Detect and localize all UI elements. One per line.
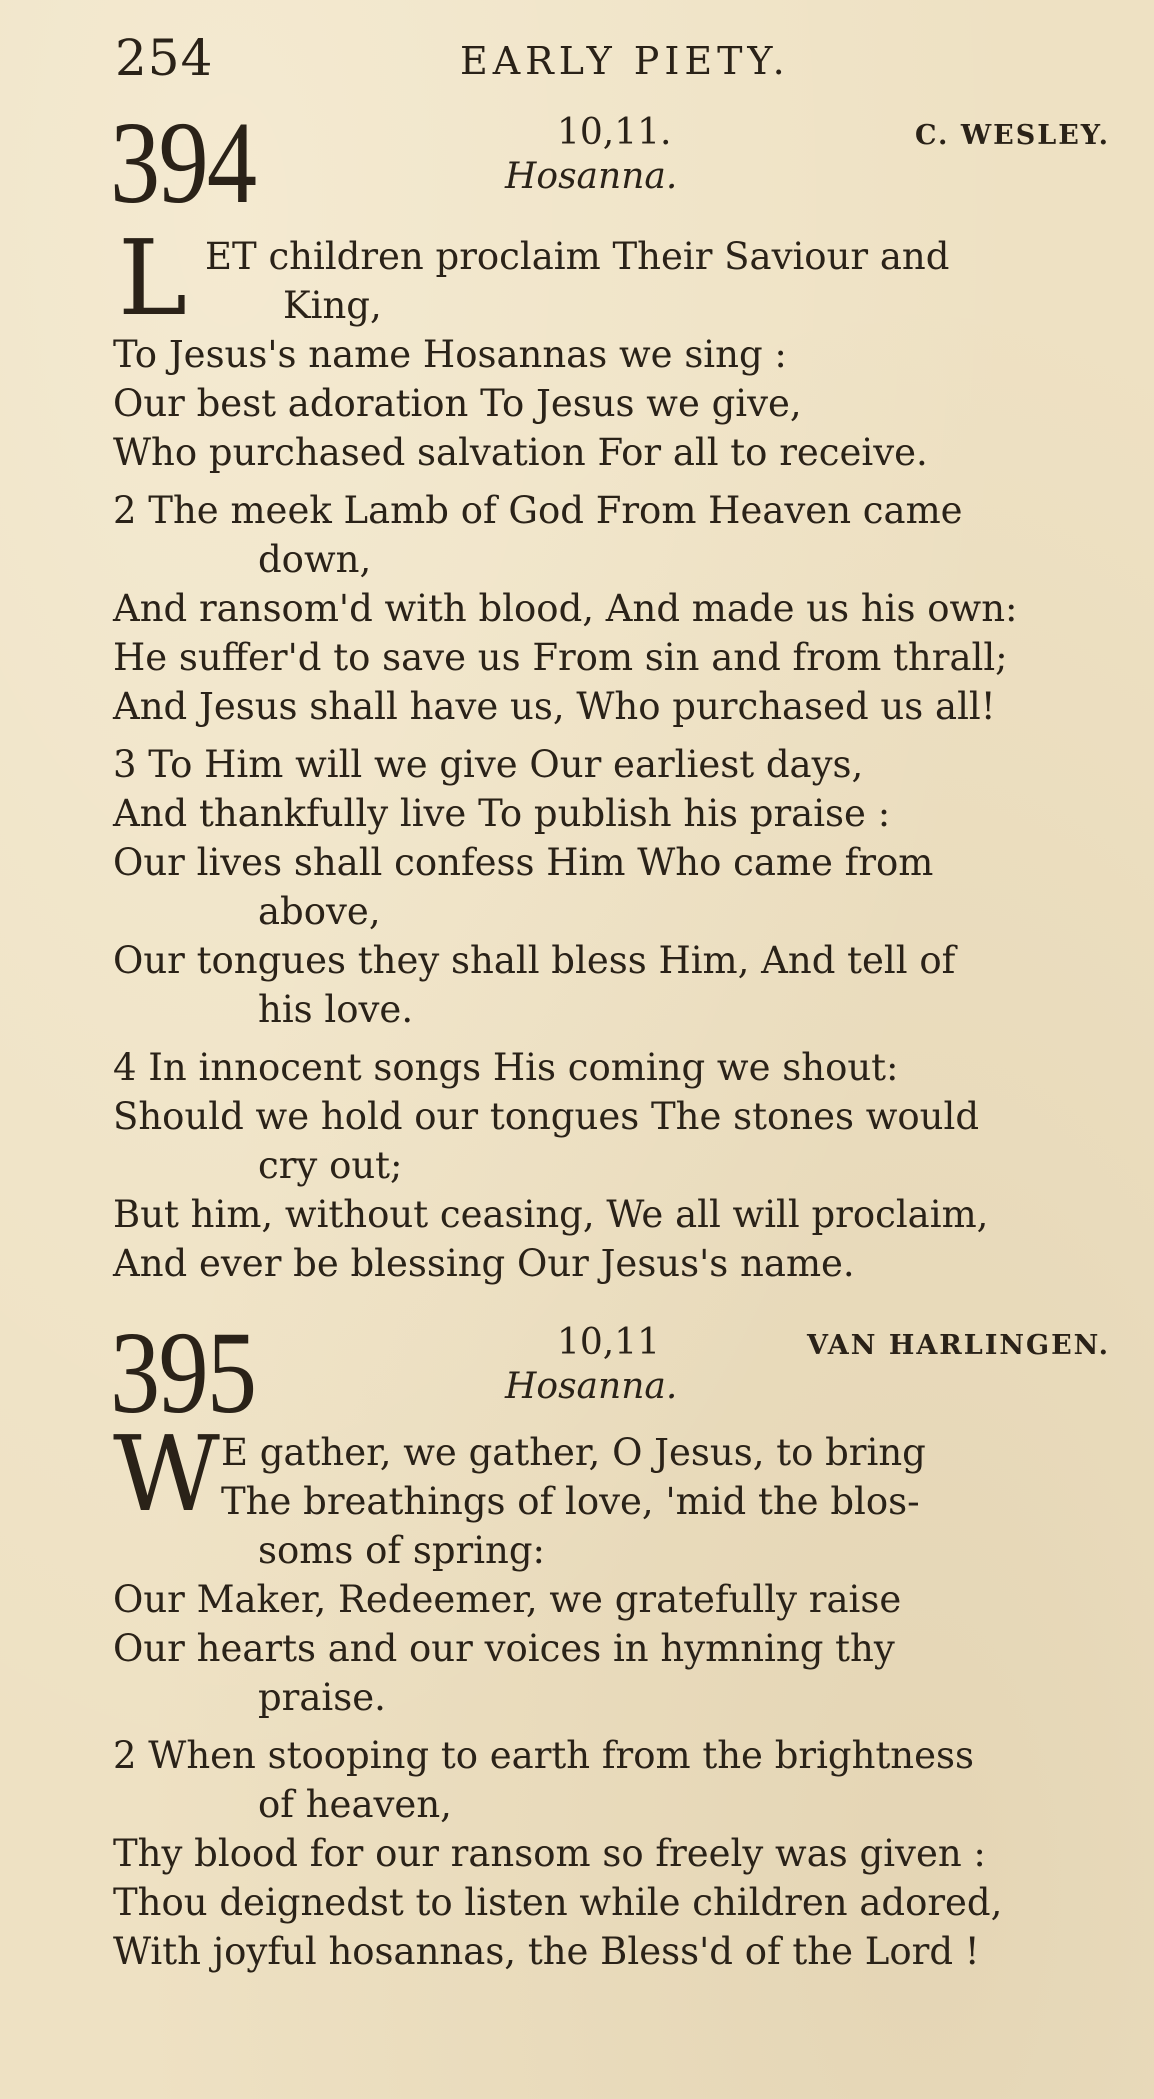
verse-line: And ever be blessing Our Jesus's name. [113, 1242, 855, 1285]
verse-line: He suffer'd to save us From sin and from thrall; [113, 636, 1008, 679]
hymn-meter: 10,11. [557, 112, 672, 153]
verse-line: Our Maker, Redeemer, we gratefully raise [113, 1578, 902, 1621]
hymn-395-text [113, 1413, 1103, 1976]
drop-cap: L [118, 217, 188, 339]
verse-line-continuation: soms of spring: [258, 1529, 546, 1572]
verse-line: To Jesus's name Hosannas we sing : [113, 333, 787, 376]
running-title: EARLY PIETY. [460, 39, 790, 83]
page-number: 254 [115, 29, 214, 87]
verse-line-continuation: cry out; [258, 1144, 403, 1187]
verse-line-continuation: above, [258, 890, 381, 933]
verse-line-continuation: his love. [258, 988, 414, 1031]
verse-line: 2 When stooping to earth from the brightness [113, 1734, 975, 1777]
hymn-number: 395 [110, 1307, 256, 1438]
verse-line: Our tongues they shall bless Him, And tell of [113, 939, 956, 982]
hymn-meter: 10,11 [557, 1322, 661, 1363]
verse-line: Our hearts and our voices in hymning thy [113, 1627, 895, 1670]
verse-line: 2 The meek Lamb of God From Heaven came [113, 489, 963, 532]
verse-line: Thou deignedst to listen while children adored, [113, 1881, 1003, 1924]
hymn-394-text [113, 217, 1103, 1288]
verse-line: ET children proclaim Their Saviour and [205, 235, 950, 278]
verse-line: And ransom'd with blood, And made us his own: [113, 587, 1018, 630]
verse-line: And thankfully live To publish his praise : [113, 792, 891, 835]
verse-line: Our lives shall confess Him Who came from [113, 841, 934, 884]
hymn-number: 394 [110, 97, 256, 228]
verse-line: Who purchased salvation For all to receive. [113, 431, 928, 474]
verse-line: Should we hold our tongues The stones would [113, 1095, 980, 1138]
verse-line-continuation: down, [258, 538, 372, 581]
verse-line: E gather, we gather, O Jesus, to bring [221, 1431, 926, 1474]
hymn-394-heading [110, 97, 1110, 228]
verse-line: 4 In innocent songs His coming we shout: [113, 1046, 899, 1089]
verse-line-continuation: King, [283, 284, 382, 327]
verse-1-opening [113, 217, 1103, 339]
verse-line-continuation: of heaven, [258, 1783, 452, 1826]
hymn-author: C. WESLEY. [915, 120, 1110, 151]
verse-line: Thy blood for our ransom so freely was given : [113, 1832, 986, 1875]
verse-line: 3 To Him will we give Our earliest days, [113, 743, 864, 786]
verse-1-opening [113, 1413, 1103, 1535]
hymn-tune: Hosanna. [505, 1366, 678, 1407]
verse-line-continuation: praise. [258, 1676, 386, 1719]
verse-line: The breathings of love, 'mid the blos- [221, 1480, 920, 1523]
verse-line: And Jesus shall have us, Who purchased us all! [113, 685, 996, 728]
verse-line: But him, without ceasing, We all will proclaim, [113, 1193, 989, 1236]
hymn-author: VAN HARLINGEN. [806, 1330, 1110, 1361]
hymn-tune: Hosanna. [505, 156, 678, 197]
verse-line: With joyful hosannas, the Bless'd of the Lord ! [113, 1930, 980, 1973]
verse-line: Our best adoration To Jesus we give, [113, 382, 802, 425]
drop-cap: W [113, 1413, 220, 1535]
hymn-395-heading [110, 1307, 1110, 1438]
running-header [115, 28, 1105, 88]
